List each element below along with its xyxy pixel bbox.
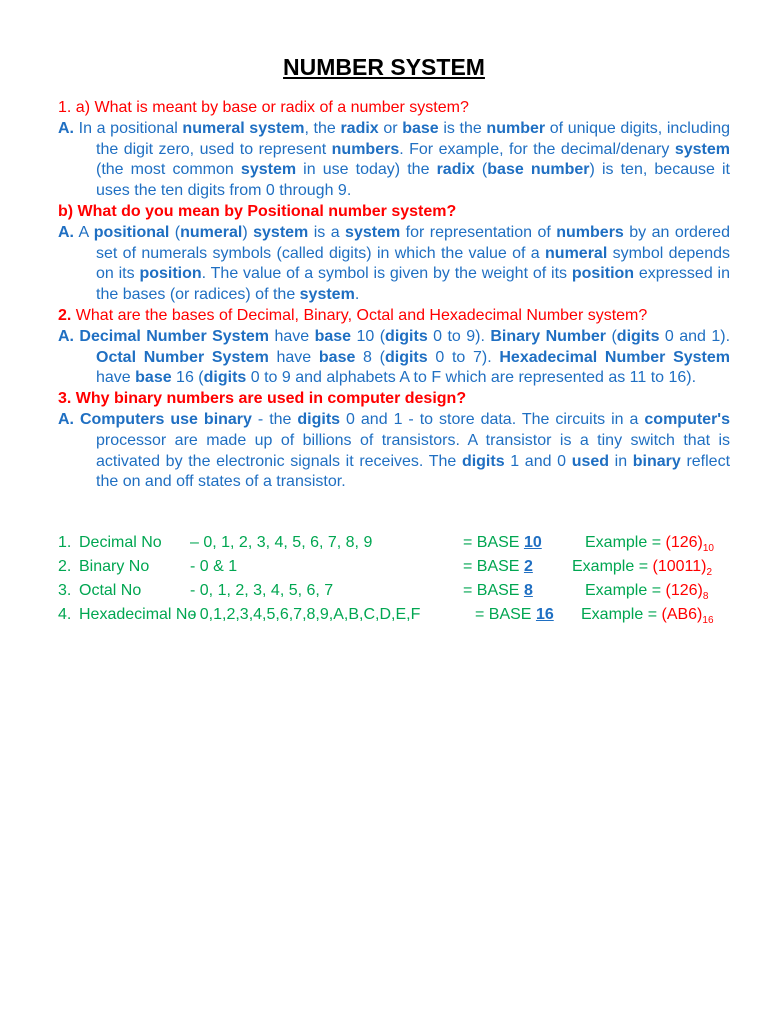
answer-text: . <box>354 286 360 304</box>
answer-text: of unique digits, including the digit zero, used to represent <box>96 119 731 158</box>
list-number: 3. <box>58 582 72 600</box>
answer-keyword: binary <box>632 452 681 470</box>
example-label: Example = <box>585 534 666 552</box>
answer-keyword: system <box>345 223 401 241</box>
answer-text: ) is ten, because it uses the ten digits from 0 through 9. <box>96 161 731 200</box>
list-item-octal <box>58 581 730 605</box>
answer-1a <box>58 119 730 202</box>
document-body <box>58 98 730 629</box>
list-number: 4. <box>58 606 72 624</box>
system-example <box>585 581 708 608</box>
question-3: 3. Why binary numbers are used in computer design? <box>58 390 467 408</box>
answer-text: 1 and 0 <box>504 452 572 470</box>
answer-text: 0 to 9 and alphabets A to F which are represented as 11 to 16). <box>246 369 697 387</box>
answer-keyword: system <box>253 223 309 241</box>
answer-text: A <box>74 223 94 241</box>
answer-1b <box>58 223 730 306</box>
answer-text: is the <box>438 119 487 137</box>
answer-text: processor are made up of billions of transistors. A transistor is a tiny switch that is activated by the electronic signals it receives. The <box>96 431 730 470</box>
answer-keyword: numbers <box>556 223 624 241</box>
answer-text: for representation of <box>400 223 557 241</box>
answer-text: or <box>378 119 403 137</box>
system-digits: - 0 & 1 <box>190 558 238 576</box>
example-value: (10011) <box>652 558 707 576</box>
answer-label: A. <box>58 223 74 241</box>
answer-text: expressed in the bases (or radices) of the <box>96 265 731 304</box>
answer-keyword: numbers <box>331 140 400 158</box>
system-name: Decimal No <box>79 534 162 552</box>
answer-keyword: position <box>139 265 202 283</box>
base-label: = BASE <box>463 582 520 600</box>
answer-keyword: numeral <box>180 223 243 241</box>
answer-text: 0 to 9). <box>427 327 491 345</box>
answer-text: by an ordered set of numerals symbols (called digits) in which the value of a <box>96 223 730 262</box>
base-value: 8 <box>523 582 533 600</box>
system-digits: – 0, 1, 2, 3, 4, 5, 6, 7, 8, 9 <box>190 534 373 552</box>
example-value: (126) <box>665 534 703 552</box>
example-label: Example = <box>585 582 666 600</box>
example-subscript: 16 <box>702 615 714 627</box>
answer-text: in <box>609 452 633 470</box>
system-name: Binary No <box>79 558 150 576</box>
list-number: 2. <box>58 558 72 576</box>
answer-text: , the <box>304 119 341 137</box>
spacer <box>58 493 730 533</box>
system-base <box>475 605 554 626</box>
base-label: = BASE <box>463 534 520 552</box>
answer-3 <box>58 410 730 493</box>
answer-label: A. <box>58 410 74 428</box>
answer-2 <box>58 327 730 389</box>
question-2 <box>58 306 730 327</box>
example-subscript: 2 <box>706 567 713 579</box>
answer-keyword: digits <box>385 327 428 345</box>
answer-keyword: Binary Number <box>490 327 607 345</box>
question-1a: 1. a) What is meant by base or radix of a number system? <box>58 99 469 116</box>
answer-text: ( <box>169 223 181 241</box>
answer-label: A. <box>58 119 74 137</box>
answer-text: is a <box>308 223 346 241</box>
answer-text: have <box>268 348 319 366</box>
base-value: 16 <box>535 606 554 624</box>
answer-keyword: radix <box>340 119 379 137</box>
list-item-hexadecimal <box>58 605 730 629</box>
answer-keyword: base <box>318 348 356 366</box>
answer-keyword: digits <box>461 452 505 470</box>
example-label: Example = <box>572 558 653 576</box>
answer-keyword: system <box>240 161 297 179</box>
answer-keyword: number <box>486 119 546 137</box>
example-value: (126) <box>665 582 703 600</box>
answer-keyword: used <box>571 452 610 470</box>
question-number: 2. <box>58 306 72 324</box>
answer-keyword: computer's <box>644 410 731 428</box>
question-1b: b) What do you mean by Positional number system? <box>58 202 457 220</box>
answer-keyword: numeral <box>545 244 608 262</box>
answer-text: 10 ( <box>351 327 386 345</box>
page-title: NUMBER SYSTEM <box>283 54 485 80</box>
system-example <box>585 533 714 560</box>
answer-text: 16 ( <box>171 369 204 387</box>
base-value: 2 <box>523 558 533 576</box>
answer-text: 0 and 1 - to store data. The circuits in a <box>340 410 645 428</box>
answer-text: ( <box>474 161 488 179</box>
example-subscript: 8 <box>702 591 709 603</box>
answer-keyword: digits <box>616 327 660 345</box>
answer-text: In a positional <box>74 119 183 137</box>
list-item-decimal <box>58 533 730 557</box>
system-base <box>463 557 533 578</box>
answer-keyword: Octal Number System <box>96 348 269 366</box>
system-base <box>463 581 533 602</box>
answer-keyword: Computers use binary <box>74 410 252 428</box>
answer-keyword: positional <box>93 223 170 241</box>
system-digits: - 0,1,2,3,4,5,6,7,8,9,A,B,C,D,E,F <box>190 606 421 624</box>
answer-text: ) <box>242 223 254 241</box>
answer-text: 8 ( <box>355 348 385 366</box>
base-label: = BASE <box>475 606 532 624</box>
answer-text: 0 and 1). <box>659 327 731 345</box>
answer-text: have <box>96 369 136 387</box>
answer-keyword: base <box>135 369 172 387</box>
answer-keyword: digits <box>384 348 428 366</box>
answer-keyword: system <box>299 286 355 304</box>
system-example <box>572 557 712 584</box>
answer-text: (the most common <box>96 161 241 179</box>
answer-keyword: base <box>402 119 439 137</box>
answer-keyword: digits <box>203 369 247 387</box>
answer-text: - the <box>251 410 298 428</box>
example-subscript: 10 <box>702 543 714 555</box>
answer-keyword: base <box>314 327 352 345</box>
answer-text: have <box>269 327 315 345</box>
answer-keyword: position <box>571 265 635 283</box>
answer-keyword: radix <box>436 161 475 179</box>
example-label: Example = <box>581 606 662 624</box>
answer-text: ( <box>606 327 617 345</box>
system-example <box>581 605 714 632</box>
number-system-list <box>58 533 730 629</box>
answer-text: . For example, for the decimal/denary <box>399 140 675 158</box>
answer-keyword: Decimal Number System <box>74 327 270 345</box>
answer-text: reflect the on and off states of a transistor. <box>96 452 731 491</box>
list-item-binary <box>58 557 730 581</box>
base-label: = BASE <box>463 558 520 576</box>
example-value: (AB6) <box>661 606 703 624</box>
answer-text: 0 to 7). <box>427 348 500 366</box>
system-name: Octal No <box>79 582 142 600</box>
answer-keyword: digits <box>297 410 341 428</box>
answer-keyword: base number <box>487 161 590 179</box>
question-text: What are the bases of Decimal, Binary, Octal and Hexadecimal Number system? <box>71 306 648 324</box>
answer-text: in use today) the <box>296 161 437 179</box>
answer-keyword: system <box>674 140 731 158</box>
answer-keyword: Hexadecimal Number System <box>499 348 730 366</box>
answer-label: A. <box>58 327 74 345</box>
list-number: 1. <box>58 534 72 552</box>
answer-keyword: numeral system <box>182 119 305 137</box>
base-value: 10 <box>523 534 542 552</box>
answer-text: symbol depends on its <box>96 244 730 283</box>
system-digits: - 0, 1, 2, 3, 4, 5, 6, 7 <box>190 582 334 600</box>
system-base <box>463 533 542 554</box>
system-name: Hexadecimal No <box>79 606 197 624</box>
answer-text: . The value of a symbol is given by the weight of its <box>201 265 572 283</box>
